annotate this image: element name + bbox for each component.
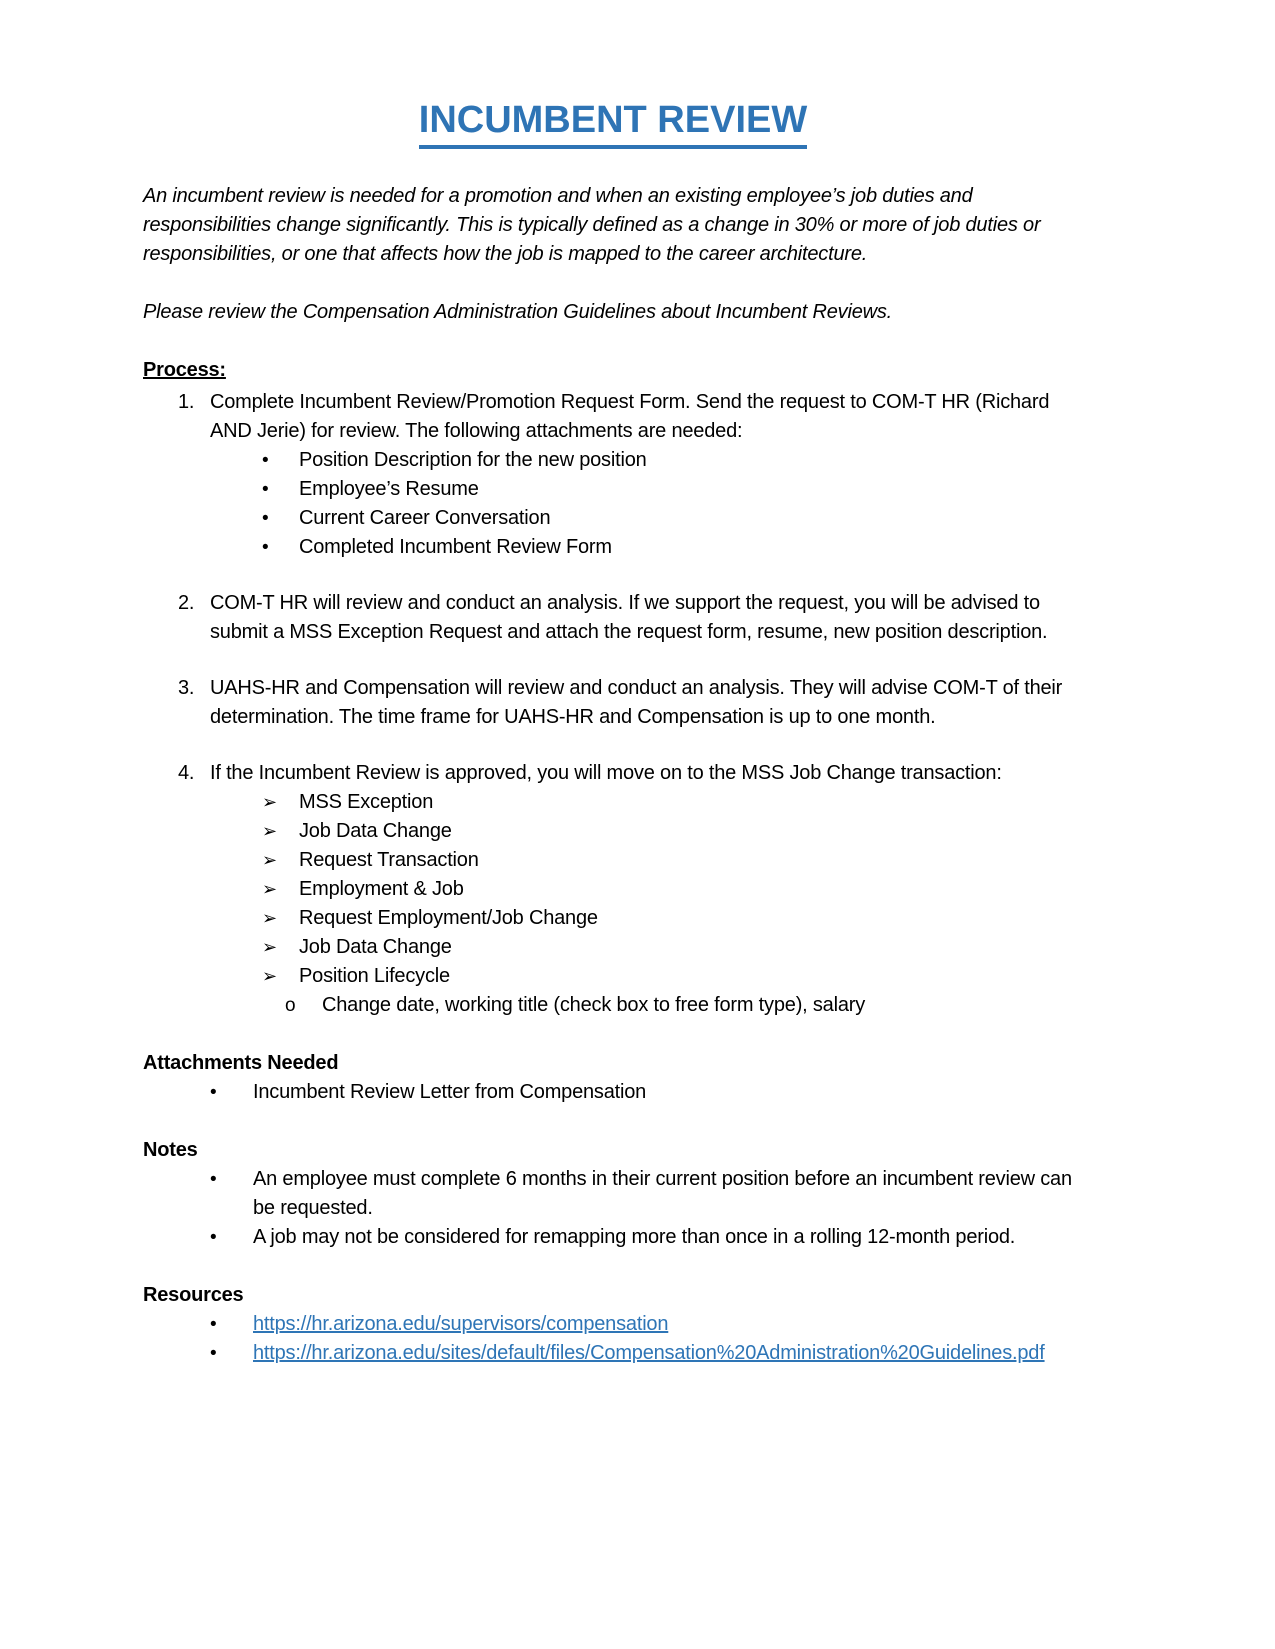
step1-attachment-item: [143, 504, 1083, 533]
attachment-label: Position Description for the new position: [299, 449, 647, 471]
transaction-item: [143, 788, 1083, 817]
transaction-detail-item: [143, 991, 1083, 1020]
attachments-needed-heading: Attachments Needed: [143, 1052, 339, 1074]
circle-bullet-icon: o: [285, 995, 296, 1016]
title-container: [143, 98, 1083, 149]
arrow-bullet-icon: ➢: [262, 792, 277, 813]
bullet-icon: •: [210, 1082, 217, 1103]
step-text: Complete Incumbent Review/Promotion Request Form. Send the request to COM-T HR (Richard AND Jerie) for review. The following attachments are needed:: [210, 391, 1050, 442]
note-item: [143, 1165, 1083, 1223]
step-text: If the Incumbent Review is approved, you will move on to the MSS Job Change transaction:: [210, 762, 1002, 784]
transaction-label: Job Data Change: [299, 820, 452, 842]
page-title: INCUMBENT REVIEW: [419, 98, 807, 149]
attachment-label: Completed Incumbent Review Form: [299, 536, 612, 558]
transaction-item: [143, 817, 1083, 846]
transaction-label: Request Employment/Job Change: [299, 907, 598, 929]
arrow-bullet-icon: ➢: [262, 850, 277, 871]
arrow-bullet-icon: ➢: [262, 908, 277, 929]
bullet-icon: •: [210, 1227, 217, 1248]
bullet-icon: •: [210, 1343, 217, 1364]
transaction-detail-label: Change date, working title (check box to free form type), salary: [322, 994, 866, 1016]
arrow-bullet-icon: ➢: [262, 966, 277, 987]
notes-heading: Notes: [143, 1139, 198, 1161]
transaction-item: [143, 962, 1083, 991]
transaction-item: [143, 846, 1083, 875]
resource-item: [143, 1310, 1083, 1339]
note-label: An employee must complete 6 months in their current position before an incumbent review can be requested.: [253, 1168, 1072, 1219]
step1-attachment-item: [143, 533, 1083, 562]
transaction-label: Request Transaction: [299, 849, 479, 871]
arrow-bullet-icon: ➢: [262, 879, 277, 900]
attachment-label: Employee’s Resume: [299, 478, 479, 500]
bullet-icon: •: [262, 450, 269, 471]
guidelines-note: Please review the Compensation Administration Guidelines about Incumbent Reviews.: [143, 301, 893, 323]
resource-item: [143, 1339, 1083, 1368]
resource-link-guidelines-pdf[interactable]: https://hr.arizona.edu/sites/default/files/Compensation%20Administration%20Guidelines.pdf: [253, 1342, 1045, 1364]
step-number: 3.: [178, 677, 195, 699]
bullet-icon: •: [262, 508, 269, 529]
resource-link-compensation[interactable]: https://hr.arizona.edu/supervisors/compensation: [253, 1313, 669, 1335]
transaction-label: Position Lifecycle: [299, 965, 450, 987]
process-step-4: [143, 759, 1083, 788]
bullet-icon: •: [262, 479, 269, 500]
arrow-bullet-icon: ➢: [262, 821, 277, 842]
arrow-bullet-icon: ➢: [262, 937, 277, 958]
step-text: UAHS-HR and Compensation will review and conduct an analysis. They will advise COM-T of their determination. The time frame for UAHS-HR and Compensation is up to one month.: [210, 677, 1063, 728]
transaction-label: Job Data Change: [299, 936, 452, 958]
step1-attachment-item: [143, 475, 1083, 504]
process-heading: [143, 356, 1083, 385]
bullet-icon: •: [210, 1169, 217, 1190]
process-step-2: [143, 589, 1083, 647]
step-number: 2.: [178, 592, 195, 614]
note-label: A job may not be considered for remapping more than once in a rolling 12-month period.: [253, 1226, 1016, 1248]
attachments-needed-item: [143, 1078, 1083, 1107]
step1-attachment-item: [143, 446, 1083, 475]
transaction-item: [143, 933, 1083, 962]
process-heading-text: Process:: [143, 359, 226, 381]
process-step-3: [143, 674, 1083, 732]
bullet-icon: •: [262, 537, 269, 558]
transaction-item: [143, 875, 1083, 904]
process-step-1: [143, 388, 1083, 446]
transaction-label: Employment & Job: [299, 878, 464, 900]
note-item: [143, 1223, 1083, 1252]
attachments-needed-label: Incumbent Review Letter from Compensation: [253, 1081, 647, 1103]
resources-heading: Resources: [143, 1284, 244, 1306]
bullet-icon: •: [210, 1314, 217, 1335]
step-number: 1.: [178, 391, 195, 413]
step-number: 4.: [178, 762, 195, 784]
attachment-label: Current Career Conversation: [299, 507, 551, 529]
transaction-item: [143, 904, 1083, 933]
intro-paragraph: An incumbent review is needed for a promotion and when an existing employee’s job duties and responsibilities change significantly. This is typically defined as a change in 30% or more of job duties or responsibilities, or one that affects how the job is mapped to the career architecture.: [143, 185, 1041, 265]
document-content: [143, 98, 1083, 1368]
transaction-label: MSS Exception: [299, 791, 434, 813]
step-text: COM-T HR will review and conduct an analysis. If we support the request, you will be advised to submit a MSS Exception Request and attach the request form, resume, new position description.: [210, 592, 1048, 643]
